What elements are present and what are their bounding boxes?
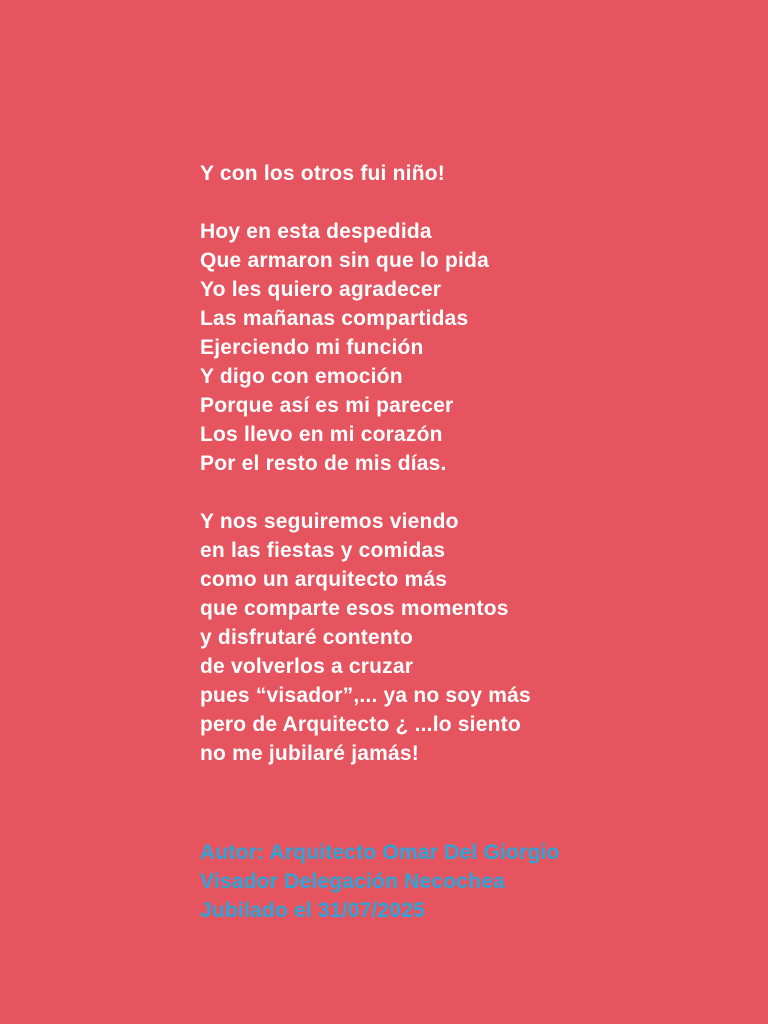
poem-stanza-2 — [200, 217, 738, 478]
poem-stanza-1 — [200, 159, 738, 188]
poem-line: Hoy en esta despedida — [200, 220, 432, 243]
poem-line: no me jubilaré jamás! — [200, 742, 419, 765]
poem-line: como un arquitecto más — [200, 568, 448, 591]
poem-line: Los llevo en mi corazón — [200, 423, 443, 446]
poem-line: en las fiestas y comidas — [200, 539, 446, 562]
poem-line: Y nos seguiremos viendo — [200, 510, 459, 533]
poem-line: de volverlos a cruzar — [200, 655, 414, 678]
credit-line-author: Autor: Arquitecto Omar Del Giorgio — [200, 841, 560, 864]
poem-line: Y digo con emoción — [200, 365, 403, 388]
poem-line: pues “visador”,... ya no soy más — [200, 684, 531, 707]
poem-line: Y con los otros fui niño! — [200, 162, 445, 185]
poem-stanza-3 — [200, 507, 738, 768]
author-credit — [200, 838, 738, 925]
poem-line: Porque así es mi parecer — [200, 394, 454, 417]
poem-line: pero de Arquitecto ¿ ...lo siento — [200, 713, 521, 736]
poem-line: Que armaron sin que lo pida — [200, 249, 489, 272]
poem-line: y disfrutaré contento — [200, 626, 414, 649]
poem-line: que comparte esos momentos — [200, 597, 509, 620]
poem-line: Por el resto de mis días. — [200, 452, 447, 475]
credit-line-role: Visador Delegación Necochea — [200, 870, 505, 893]
poem-line: Las mañanas compartidas — [200, 307, 469, 330]
poem-line: Yo les quiero agradecer — [200, 278, 442, 301]
poem-text — [200, 159, 738, 768]
credit-line-date: Jubilado el 31/07/2025 — [200, 899, 426, 922]
poem-line: Ejerciendo mi función — [200, 336, 424, 359]
